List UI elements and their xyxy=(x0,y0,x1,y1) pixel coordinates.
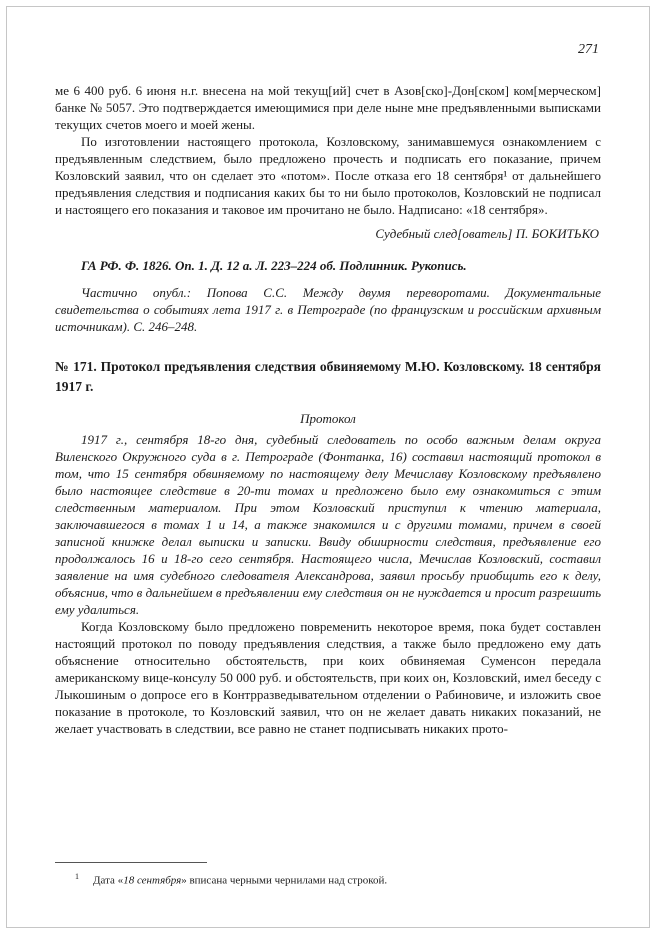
footnote-area xyxy=(55,862,601,888)
page-number: 271 xyxy=(578,42,599,57)
page-content xyxy=(55,0,601,737)
paragraph: Когда Козловскому было предложено повременить некоторое время, пока будет составлен настоящий протокол по поводу предъявления следствия, а также было предложено ему дать объяснение относительно обстоятельств, при коих обвиняемая Суменсон передала американскому вице-консулу 50 000 руб. и обстоятельств, при коих он, Козловский, имел беседу с Лыкошиным о допросе его в Контрразведывательном отделении о Рабиновиче, и изложить свое показание в протоколе, то Козловский заявил, что он не желает давать никаких показаний, не желает участвовать в следствии, все равно не станет подписывать никаких прото- xyxy=(55,619,601,736)
document-subtitle: Протокол xyxy=(300,411,356,426)
paragraph-continuation: ме 6 400 руб. 6 июня н.г. внесена на мой текущ[ий] счет в Азов[ско]-Дон[ском] ком[мерческом] банке № 5057. Это подтверждается имеющимися при деле ныне мне предъявленными выписками текущих счетов моего и моей жены. xyxy=(55,83,601,132)
footnote xyxy=(55,870,601,888)
protocol-paragraph: 1917 г., сентября 18-го дня, судебный следователь по особо важным делам округа Виленского Окружного суда в г. Петрограде (Фонтанка, 16) составил настоящий протокол в том, что 15 сентября обвиняемому по настоящему делу Мечиславу Козловскому предъявлено было настоящее следствие в 20-ти томах и предложено было ему ознакомиться с этим следственным материалом. При этом Козловский приступил к чтению материала, заключавшегося в томах 1 и 14, а также знакомился и с другими томами, причем в своей записной книжке делал выписки и записки. Ввиду обширности следствия, предъявление его продолжалось 16 и 18-го сего сентября. Настоящего числа, Мечислав Козловский, составил заявление на имя судебного следователя Александрова, заявил просьбу приобщить его к делу, объяснив, что в дальнейшем в предъявлении ему следствия он не нуждается и просит разрешить ему удалиться. xyxy=(55,432,601,617)
footnote-text-suffix: » вписана черными чернилами над строкой. xyxy=(181,875,388,887)
footnote-marker: 1 xyxy=(75,872,79,882)
footnote-divider xyxy=(55,862,207,863)
document-heading: № 171. Протокол предъявления следствия обвиняемому М.Ю. Козловскому. 18 сентября 1917 г. xyxy=(55,359,601,394)
paragraph: По изготовлении настоящего протокола, Козловскому, занимавшемуся ознакомлением с предъявленным следствием, было предложено прочесть и подписать его показание, причем Козловский заявил, что он сделает это «потом». После отказа его 18 сентября¹ от дальнейшего предъявления следствия и подписания каких бы то ни было протоколов, Козловский не подписал и настоящего его показания и таковое им прочитано не было. Надписано: «18 сентября». xyxy=(55,134,601,217)
signature-line: Судебный след[ователь] П. БОКИТЬКО xyxy=(375,226,599,241)
archive-reference: ГА РФ. Ф. 1826. Оп. 1. Д. 12 а. Л. 223–224 об. Подлинник. Рукопись. xyxy=(81,258,467,273)
footnote-text-prefix: Дата « xyxy=(93,875,124,887)
publication-note: Частично опубл.: Попова С.С. Между двумя переворотами. Документальные свидетельства о событиях лета 1917 г. в Петрограде (по французским и российским архивным источникам). С. 246–248. xyxy=(55,285,601,334)
footnote-date: 18 сентября xyxy=(123,875,182,887)
